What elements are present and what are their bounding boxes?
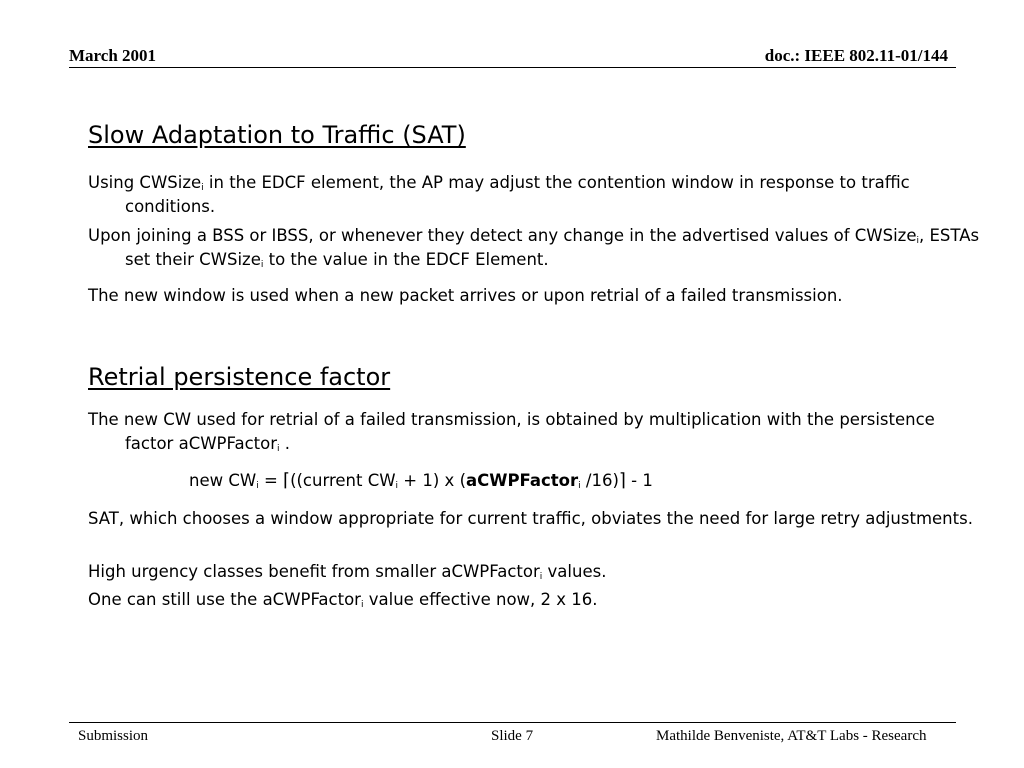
text: One can still use the aCWPFactor bbox=[88, 590, 361, 609]
paragraph-cwsize bbox=[88, 171, 985, 219]
section-title-sat: Slow Adaptation to Traffic (SAT) bbox=[88, 121, 466, 149]
text: in the EDCF element, the AP may adjust the contention window in response to traffic conditions. bbox=[125, 173, 910, 216]
subscript: i bbox=[260, 260, 264, 270]
footer-slide-number: Slide 7 bbox=[491, 728, 534, 744]
text: values. bbox=[542, 562, 607, 581]
subscript: i bbox=[256, 481, 259, 491]
paragraph-sat-window: SAT, which chooses a window appropriate for current traffic, obviates the need for large retry adjustments. bbox=[88, 509, 973, 528]
subscript: i bbox=[539, 572, 543, 582]
subscript: i bbox=[395, 481, 399, 491]
footer-author: Mathilde Benveniste, AT&T Labs - Research bbox=[656, 728, 927, 744]
ceiling-close-symbol: ⌉ bbox=[618, 470, 626, 491]
subscript: i bbox=[578, 481, 581, 491]
header-doc-id: doc.: IEEE 802.11-01/144 bbox=[764, 46, 948, 65]
paragraph-new-cw bbox=[88, 408, 985, 456]
bold-term: aCWPFactor bbox=[466, 471, 579, 490]
paragraph-joining bbox=[88, 224, 985, 272]
text: /16) bbox=[580, 471, 619, 490]
subscript: i bbox=[201, 183, 204, 193]
text: to the value in the EDCF Element. bbox=[263, 250, 549, 269]
cw-formula bbox=[189, 469, 653, 493]
subscript: i bbox=[916, 236, 920, 246]
footer-rule bbox=[69, 722, 956, 723]
text: = bbox=[258, 471, 284, 490]
subscript: i bbox=[277, 444, 280, 454]
text: ((current CW bbox=[290, 471, 396, 490]
text: Upon joining a BSS or IBSS, or whenever they detect any change in the advertised values of CWSize bbox=[88, 226, 917, 245]
text: , ESTAs set their CWSize bbox=[125, 226, 980, 269]
text: value effective now, 2 x 16. bbox=[363, 590, 598, 609]
paragraph-high-urgency bbox=[88, 560, 985, 584]
section-title-retrial: Retrial persistence factor bbox=[88, 363, 391, 391]
text: High urgency classes benefit from smaller aCWPFactor bbox=[88, 562, 540, 581]
paragraph-new-window: The new window is used when a new packet arrives or upon retrial of a failed transmission. bbox=[88, 286, 843, 305]
paragraph-still-use bbox=[88, 588, 985, 612]
header-rule bbox=[69, 67, 956, 68]
ceiling-open-symbol: ⌈ bbox=[283, 470, 291, 491]
text: . bbox=[279, 434, 291, 453]
footer-submission: Submission bbox=[78, 728, 149, 744]
text: Using CWSize bbox=[88, 173, 202, 192]
subscript: i bbox=[360, 600, 364, 610]
header-date: March 2001 bbox=[69, 46, 157, 65]
text: new CW bbox=[189, 471, 257, 490]
text: - 1 bbox=[625, 471, 653, 490]
text: + 1) x ( bbox=[398, 471, 467, 490]
text: The new CW used for retrial of a failed transmission, is obtained by multiplication with the persistence factor aCWPFactor bbox=[88, 410, 935, 453]
